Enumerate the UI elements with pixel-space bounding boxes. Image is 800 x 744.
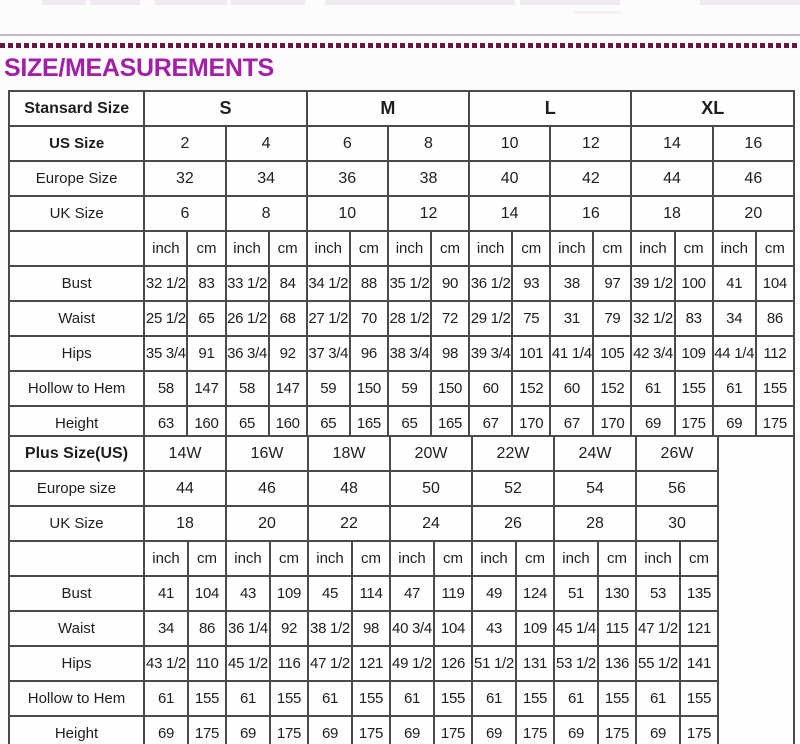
row-label-cell: Waist xyxy=(9,301,144,336)
measurement-cell: 38 3/4 xyxy=(388,336,431,371)
measurement-cell: 155 xyxy=(756,371,794,406)
measurement-cell: 105 xyxy=(593,336,631,371)
table-row xyxy=(9,161,794,196)
size-value-cell: 36 xyxy=(307,161,388,196)
measurement-cell: 36 1/4 xyxy=(226,611,270,646)
measurement-cell: 35 3/4 xyxy=(144,336,187,371)
size-value-cell: 8 xyxy=(388,126,469,161)
unit-cell: cm xyxy=(756,231,794,266)
size-value-cell: 54 xyxy=(554,471,636,506)
measurement-cell: 65 xyxy=(187,301,225,336)
unit-cell: inch xyxy=(713,231,756,266)
unit-cell: cm xyxy=(270,541,308,576)
size-value-cell: 6 xyxy=(307,126,388,161)
row-label-cell: UK Size xyxy=(9,196,144,231)
size-value-cell: 24 xyxy=(390,506,472,541)
measurement-cell: 61 xyxy=(226,681,270,716)
size-value-cell: 14 xyxy=(469,196,550,231)
measurement-cell: 39 3/4 xyxy=(469,336,512,371)
measurement-cell: 67 xyxy=(469,406,512,441)
unit-cell: cm xyxy=(187,231,225,266)
measurement-cell: 61 xyxy=(472,681,516,716)
size-value-cell: 50 xyxy=(390,471,472,506)
measurement-cell: 141 xyxy=(680,646,718,681)
measurement-cell: 53 1/2 xyxy=(554,646,598,681)
measurement-cell: 165 xyxy=(431,406,469,441)
measurement-cell: 38 xyxy=(550,266,593,301)
measurement-cell: 175 xyxy=(675,406,713,441)
measurement-cell: 47 1/2 xyxy=(308,646,352,681)
measurement-cell: 109 xyxy=(270,576,308,611)
measurement-cell: 41 xyxy=(713,266,756,301)
measurement-cell: 79 xyxy=(593,301,631,336)
row-label-cell: UK Size xyxy=(9,506,144,541)
measurement-cell: 75 xyxy=(512,301,550,336)
size-value-cell: 44 xyxy=(144,471,226,506)
measurement-cell: 110 xyxy=(188,646,226,681)
size-value-cell: 8 xyxy=(226,196,307,231)
unit-cell: cm xyxy=(675,231,713,266)
measurement-cell: 61 xyxy=(554,681,598,716)
measurement-cell: 65 xyxy=(388,406,431,441)
size-group-cell: S xyxy=(144,91,306,126)
measurement-cell: 42 3/4 xyxy=(631,336,674,371)
measurement-cell: 115 xyxy=(598,611,636,646)
unit-cell: inch xyxy=(554,541,598,576)
table-row xyxy=(9,506,794,541)
measurement-cell: 126 xyxy=(434,646,472,681)
table-row xyxy=(9,611,794,646)
table-row xyxy=(9,436,794,471)
size-group-cell: 26W xyxy=(636,436,718,471)
unit-cell: cm xyxy=(352,541,390,576)
table-row xyxy=(9,126,794,161)
standard-size-table xyxy=(8,90,795,442)
measurement-cell: 130 xyxy=(598,576,636,611)
corner-cell: Plus Size(US) xyxy=(9,436,144,471)
measurement-cell: 69 xyxy=(554,716,598,744)
unit-cell: inch xyxy=(636,541,680,576)
row-label-cell: Hips xyxy=(9,336,144,371)
size-value-cell: 16 xyxy=(713,126,794,161)
table-row xyxy=(9,576,794,611)
measurement-cell: 25 1/2 xyxy=(144,301,187,336)
measurement-cell: 101 xyxy=(512,336,550,371)
measurement-cell: 88 xyxy=(350,266,388,301)
measurement-cell: 28 1/2 xyxy=(388,301,431,336)
size-value-cell: 14 xyxy=(631,126,712,161)
measurement-cell: 36 1/2 xyxy=(469,266,512,301)
dashed-divider xyxy=(0,43,800,48)
size-value-cell: 12 xyxy=(550,126,631,161)
table-row xyxy=(9,471,794,506)
measurement-cell: 152 xyxy=(512,371,550,406)
measurement-cell: 155 xyxy=(675,371,713,406)
row-label-cell xyxy=(9,541,144,576)
measurement-cell: 32 1/2 xyxy=(144,266,187,301)
measurement-cell: 38 1/2 xyxy=(308,611,352,646)
measurement-cell: 34 xyxy=(713,301,756,336)
measurement-cell: 60 xyxy=(469,371,512,406)
measurement-cell: 51 1/2 xyxy=(472,646,516,681)
measurement-cell: 67 xyxy=(550,406,593,441)
measurement-cell: 27 1/2 xyxy=(307,301,350,336)
unit-cell: cm xyxy=(188,541,226,576)
measurement-cell: 175 xyxy=(680,716,718,744)
row-label-cell: Hollow to Hem xyxy=(9,371,144,406)
row-label-cell: Hollow to Hem xyxy=(9,681,144,716)
measurement-cell: 65 xyxy=(307,406,350,441)
measurement-cell: 150 xyxy=(350,371,388,406)
size-value-cell: 52 xyxy=(472,471,554,506)
measurement-cell: 131 xyxy=(516,646,554,681)
size-value-cell: 46 xyxy=(713,161,794,196)
empty-cell xyxy=(718,436,794,744)
measurement-cell: 160 xyxy=(187,406,225,441)
measurement-cell: 170 xyxy=(512,406,550,441)
size-value-cell: 10 xyxy=(307,196,388,231)
size-value-cell: 12 xyxy=(388,196,469,231)
measurement-cell: 136 xyxy=(598,646,636,681)
measurement-cell: 109 xyxy=(675,336,713,371)
measurement-cell: 112 xyxy=(756,336,794,371)
measurement-cell: 121 xyxy=(352,646,390,681)
measurement-cell: 155 xyxy=(680,681,718,716)
measurement-cell: 69 xyxy=(472,716,516,744)
measurement-cell: 165 xyxy=(350,406,388,441)
measurement-cell: 47 1/2 xyxy=(636,611,680,646)
measurement-cell: 175 xyxy=(270,716,308,744)
measurement-cell: 43 xyxy=(226,576,270,611)
measurement-cell: 33 1/2 xyxy=(226,266,269,301)
measurement-cell: 45 1/4 xyxy=(554,611,598,646)
measurement-cell: 53 xyxy=(636,576,680,611)
measurement-cell: 29 1/2 xyxy=(469,301,512,336)
table-row xyxy=(9,646,794,681)
measurement-cell: 86 xyxy=(756,301,794,336)
unit-cell: inch xyxy=(390,541,434,576)
measurement-cell: 92 xyxy=(269,336,307,371)
measurement-cell: 40 3/4 xyxy=(390,611,434,646)
measurement-cell: 116 xyxy=(270,646,308,681)
size-value-cell: 56 xyxy=(636,471,718,506)
measurement-cell: 147 xyxy=(269,371,307,406)
size-group-cell: 22W xyxy=(472,436,554,471)
measurement-cell: 104 xyxy=(434,611,472,646)
table-row xyxy=(9,266,794,301)
measurement-cell: 69 xyxy=(636,716,680,744)
measurement-cell: 51 xyxy=(554,576,598,611)
measurement-cell: 86 xyxy=(188,611,226,646)
unit-cell: cm xyxy=(598,541,636,576)
measurement-cell: 175 xyxy=(516,716,554,744)
measurement-cell: 135 xyxy=(680,576,718,611)
measurement-cell: 39 1/2 xyxy=(631,266,674,301)
measurement-cell: 98 xyxy=(431,336,469,371)
measurement-cell: 90 xyxy=(431,266,469,301)
measurement-cell: 49 1/2 xyxy=(390,646,434,681)
measurement-cell: 47 xyxy=(390,576,434,611)
measurement-cell: 155 xyxy=(516,681,554,716)
unit-cell: inch xyxy=(226,231,269,266)
size-value-cell: 4 xyxy=(226,126,307,161)
table-row xyxy=(9,716,794,744)
measurement-cell: 70 xyxy=(350,301,388,336)
measurement-cell: 72 xyxy=(431,301,469,336)
unit-cell: inch xyxy=(472,541,516,576)
size-value-cell: 42 xyxy=(550,161,631,196)
measurement-cell: 69 xyxy=(713,406,756,441)
size-group-cell: 20W xyxy=(390,436,472,471)
measurement-cell: 83 xyxy=(675,301,713,336)
measurement-cell: 155 xyxy=(352,681,390,716)
table-row xyxy=(9,301,794,336)
measurement-cell: 83 xyxy=(187,266,225,301)
measurement-cell: 34 1/2 xyxy=(307,266,350,301)
unit-cell: inch xyxy=(308,541,352,576)
measurement-cell: 93 xyxy=(512,266,550,301)
table-row xyxy=(9,541,794,576)
table-row xyxy=(9,91,794,126)
size-value-cell: 32 xyxy=(144,161,225,196)
size-group-cell: 24W xyxy=(554,436,636,471)
corner-cell: Stansard Size xyxy=(9,91,144,126)
measurement-cell: 58 xyxy=(144,371,187,406)
measurement-cell: 41 xyxy=(144,576,188,611)
size-value-cell: 18 xyxy=(631,196,712,231)
unit-cell: inch xyxy=(631,231,674,266)
measurement-cell: 97 xyxy=(593,266,631,301)
measurement-cell: 61 xyxy=(144,681,188,716)
page-title: SIZE/MEASUREMENTS xyxy=(4,54,274,82)
measurement-cell: 59 xyxy=(307,371,350,406)
size-group-cell: M xyxy=(307,91,469,126)
measurement-cell: 58 xyxy=(226,371,269,406)
size-value-cell: 46 xyxy=(226,471,308,506)
measurement-cell: 59 xyxy=(388,371,431,406)
size-value-cell: 30 xyxy=(636,506,718,541)
measurement-cell: 68 xyxy=(269,301,307,336)
row-label-cell: Hips xyxy=(9,646,144,681)
measurement-cell: 91 xyxy=(187,336,225,371)
measurement-cell: 175 xyxy=(352,716,390,744)
table-row xyxy=(9,681,794,716)
size-value-cell: 20 xyxy=(226,506,308,541)
measurement-cell: 65 xyxy=(226,406,269,441)
measurement-cell: 155 xyxy=(598,681,636,716)
unit-cell: inch xyxy=(469,231,512,266)
size-value-cell: 6 xyxy=(144,196,225,231)
measurement-cell: 98 xyxy=(352,611,390,646)
unit-cell: inch xyxy=(226,541,270,576)
measurement-cell: 61 xyxy=(308,681,352,716)
unit-cell: inch xyxy=(550,231,593,266)
measurement-cell: 155 xyxy=(188,681,226,716)
unit-cell: cm xyxy=(512,231,550,266)
measurement-cell: 100 xyxy=(675,266,713,301)
size-value-cell: 40 xyxy=(469,161,550,196)
unit-cell: cm xyxy=(680,541,718,576)
measurement-cell: 175 xyxy=(756,406,794,441)
size-group-cell: L xyxy=(469,91,631,126)
size-value-cell: 10 xyxy=(469,126,550,161)
row-label-cell: Europe Size xyxy=(9,161,144,196)
size-value-cell: 28 xyxy=(554,506,636,541)
measurement-cell: 45 xyxy=(308,576,352,611)
measurement-cell: 49 xyxy=(472,576,516,611)
row-label-cell: Europe size xyxy=(9,471,144,506)
size-value-cell: 22 xyxy=(308,506,390,541)
measurement-cell: 150 xyxy=(431,371,469,406)
measurement-cell: 61 xyxy=(713,371,756,406)
measurement-cell: 31 xyxy=(550,301,593,336)
measurement-cell: 175 xyxy=(434,716,472,744)
measurement-cell: 175 xyxy=(598,716,636,744)
table-row xyxy=(9,196,794,231)
measurement-cell: 96 xyxy=(350,336,388,371)
unit-cell: cm xyxy=(516,541,554,576)
measurement-cell: 69 xyxy=(308,716,352,744)
measurement-cell: 34 xyxy=(144,611,188,646)
measurement-cell: 35 1/2 xyxy=(388,266,431,301)
measurement-cell: 69 xyxy=(144,716,188,744)
unit-cell: inch xyxy=(144,541,188,576)
measurement-cell: 61 xyxy=(631,371,674,406)
measurement-cell: 124 xyxy=(516,576,554,611)
measurement-cell: 45 1/2 xyxy=(226,646,270,681)
row-label-cell xyxy=(9,231,144,266)
table-row xyxy=(9,336,794,371)
measurement-cell: 114 xyxy=(352,576,390,611)
unit-cell: cm xyxy=(434,541,472,576)
size-value-cell: 18 xyxy=(144,506,226,541)
size-value-cell: 44 xyxy=(631,161,712,196)
measurement-cell: 61 xyxy=(636,681,680,716)
measurement-cell: 121 xyxy=(680,611,718,646)
measurement-cell: 152 xyxy=(593,371,631,406)
row-label-cell: Height xyxy=(9,716,144,744)
unit-cell: cm xyxy=(350,231,388,266)
size-value-cell: 20 xyxy=(713,196,794,231)
measurement-cell: 32 1/2 xyxy=(631,301,674,336)
measurement-cell: 104 xyxy=(188,576,226,611)
measurement-cell: 26 1/2 xyxy=(226,301,269,336)
top-divider-line xyxy=(0,34,800,36)
measurement-cell: 160 xyxy=(269,406,307,441)
table-row xyxy=(9,231,794,266)
measurement-cell: 43 1/2 xyxy=(144,646,188,681)
size-value-cell: 34 xyxy=(226,161,307,196)
measurement-cell: 41 1/4 xyxy=(550,336,593,371)
row-label-cell: Bust xyxy=(9,266,144,301)
row-label-cell: Bust xyxy=(9,576,144,611)
row-label-cell: US Size xyxy=(9,126,144,161)
measurement-cell: 43 xyxy=(472,611,516,646)
measurement-cell: 61 xyxy=(390,681,434,716)
size-value-cell: 38 xyxy=(388,161,469,196)
size-group-cell: 14W xyxy=(144,436,226,471)
row-label-cell: Height xyxy=(9,406,144,441)
unit-cell: cm xyxy=(269,231,307,266)
size-value-cell: 26 xyxy=(472,506,554,541)
measurement-cell: 36 3/4 xyxy=(226,336,269,371)
measurement-cell: 175 xyxy=(188,716,226,744)
plus-size-table xyxy=(8,435,795,744)
unit-cell: inch xyxy=(144,231,187,266)
measurement-cell: 104 xyxy=(756,266,794,301)
size-value-cell: 48 xyxy=(308,471,390,506)
size-value-cell: 16 xyxy=(550,196,631,231)
measurement-cell: 69 xyxy=(631,406,674,441)
measurement-cell: 155 xyxy=(270,681,308,716)
measurement-cell: 63 xyxy=(144,406,187,441)
size-group-cell: 16W xyxy=(226,436,308,471)
unit-cell: inch xyxy=(388,231,431,266)
measurement-cell: 155 xyxy=(434,681,472,716)
size-group-cell: XL xyxy=(631,91,794,126)
measurement-cell: 60 xyxy=(550,371,593,406)
unit-cell: inch xyxy=(307,231,350,266)
measurement-cell: 69 xyxy=(226,716,270,744)
measurement-cell: 44 1/4 xyxy=(713,336,756,371)
measurement-cell: 84 xyxy=(269,266,307,301)
row-label-cell: Waist xyxy=(9,611,144,646)
unit-cell: cm xyxy=(593,231,631,266)
measurement-cell: 37 3/4 xyxy=(307,336,350,371)
size-group-cell: 18W xyxy=(308,436,390,471)
measurement-cell: 119 xyxy=(434,576,472,611)
size-value-cell: 2 xyxy=(144,126,225,161)
measurement-cell: 69 xyxy=(390,716,434,744)
measurement-cell: 55 1/2 xyxy=(636,646,680,681)
table-row xyxy=(9,371,794,406)
unit-cell: cm xyxy=(431,231,469,266)
measurement-cell: 92 xyxy=(270,611,308,646)
measurement-cell: 170 xyxy=(593,406,631,441)
measurement-cell: 147 xyxy=(187,371,225,406)
measurement-cell: 109 xyxy=(516,611,554,646)
